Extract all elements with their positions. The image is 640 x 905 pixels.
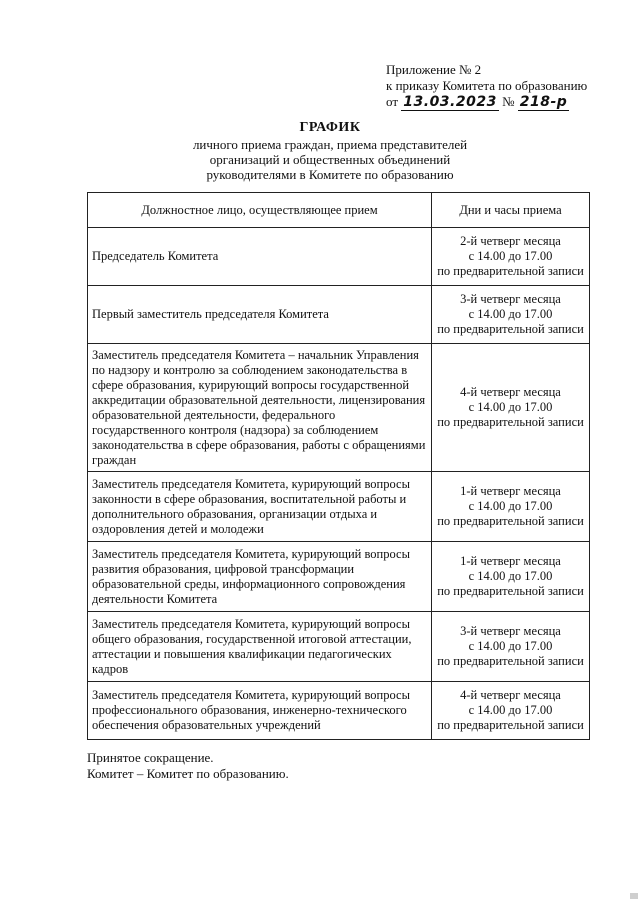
schedule-hours: с 14.00 до 17.00 bbox=[468, 703, 553, 717]
official-cell: Заместитель председателя Комитета, курирующий вопросы законности в сфере образования, воспитательной работы и дополнительного образования, организации отдыха и оздоровления детей и молодежи bbox=[88, 472, 432, 542]
abbreviation-note bbox=[87, 750, 289, 782]
abbreviation-heading: Принятое сокращение. bbox=[87, 750, 214, 765]
document-title: ГРАФИК bbox=[299, 120, 361, 135]
table-row bbox=[88, 682, 590, 740]
schedule-day: 4-й четверг месяца bbox=[460, 688, 561, 702]
handwritten-date: 13.03.2023 bbox=[403, 94, 497, 110]
table-row bbox=[88, 612, 590, 682]
reception-schedule-table bbox=[87, 192, 590, 740]
schedule-hours: с 14.00 до 17.00 bbox=[468, 499, 553, 513]
official-cell: Заместитель председателя Комитета, курирующий вопросы развития образования, цифровой трансформации образовательной среды, информационного сопровождения деятельности Комитета bbox=[88, 542, 432, 612]
official-cell: Первый заместитель председателя Комитета bbox=[88, 286, 432, 344]
appendix-order-reference: к приказу Комитета по образованию bbox=[386, 78, 588, 93]
schedule-hours: с 14.00 до 17.00 bbox=[468, 249, 553, 263]
schedule-note: по предварительной записи bbox=[437, 514, 584, 528]
schedule-day: 2-й четверг месяца bbox=[460, 234, 561, 248]
schedule-hours: с 14.00 до 17.00 bbox=[468, 569, 553, 583]
schedule-cell bbox=[432, 286, 590, 344]
date-prefix: от bbox=[386, 94, 399, 109]
abbreviation-definition: Комитет – Комитет по образованию. bbox=[87, 766, 289, 781]
table-row bbox=[88, 344, 590, 472]
schedule-cell bbox=[432, 682, 590, 740]
appendix-header bbox=[386, 62, 587, 110]
table-row bbox=[88, 472, 590, 542]
table-row bbox=[88, 286, 590, 344]
schedule-cell bbox=[432, 228, 590, 286]
appendix-title: Приложение № 2 bbox=[386, 62, 482, 77]
column-header-days-hours: Дни и часы приема bbox=[432, 193, 590, 228]
subtitle-line-2: организаций и общественных объединений bbox=[209, 152, 451, 167]
schedule-day: 1-й четверг месяца bbox=[460, 554, 561, 568]
document-title-block bbox=[150, 120, 510, 182]
schedule-note: по предварительной записи bbox=[437, 415, 584, 429]
schedule-cell bbox=[432, 542, 590, 612]
schedule-day: 1-й четверг месяца bbox=[460, 484, 561, 498]
schedule-hours: с 14.00 до 17.00 bbox=[468, 639, 553, 653]
schedule-note: по предварительной записи bbox=[437, 584, 584, 598]
official-cell: Заместитель председателя Комитета, курирующий вопросы профессионального образования, инженерно-технического обеспечения образовательных учреждений bbox=[88, 682, 432, 740]
schedule-note: по предварительной записи bbox=[437, 718, 584, 732]
schedule-day: 3-й четверг месяца bbox=[460, 292, 561, 306]
schedule-note: по предварительной записи bbox=[437, 654, 584, 668]
appendix-date-line bbox=[386, 94, 587, 110]
table-header-row bbox=[88, 193, 590, 228]
table-row bbox=[88, 542, 590, 612]
number-prefix: № bbox=[502, 94, 515, 109]
schedule-note: по предварительной записи bbox=[437, 322, 584, 336]
schedule-hours: с 14.00 до 17.00 bbox=[468, 307, 553, 321]
official-cell: Заместитель председателя Комитета – начальник Управления по надзору и контролю за соблюдением законодательства в сфере образования, курирующий вопросы государственной аккредитации образовательной деятельности, лицензирования образовательной деятельности, федерального государственного контроля (надзора) за соблюдением законодательства в сфере образования, работы с обращениями граждан bbox=[88, 344, 432, 472]
schedule-day: 3-й четверг месяца bbox=[460, 624, 561, 638]
schedule-hours: с 14.00 до 17.00 bbox=[468, 400, 553, 414]
schedule-day: 4-й четверг месяца bbox=[460, 385, 561, 399]
official-cell: Председатель Комитета bbox=[88, 228, 432, 286]
handwritten-order-number: 218-р bbox=[519, 94, 568, 110]
schedule-cell bbox=[432, 344, 590, 472]
column-header-official: Должностное лицо, осуществляющее прием bbox=[88, 193, 432, 228]
schedule-cell bbox=[432, 612, 590, 682]
subtitle-line-3: руководителями в Комитете по образованию bbox=[206, 167, 454, 182]
scan-edge-mark bbox=[630, 893, 638, 899]
schedule-cell bbox=[432, 472, 590, 542]
subtitle-line-1: личного приема граждан, приема представителей bbox=[192, 137, 468, 152]
schedule-note: по предварительной записи bbox=[437, 264, 584, 278]
official-cell: Заместитель председателя Комитета, курирующий вопросы общего образования, государственной итоговой аттестации, аттестации и повышения квалификации педагогических кадров bbox=[88, 612, 432, 682]
table-row bbox=[88, 228, 590, 286]
